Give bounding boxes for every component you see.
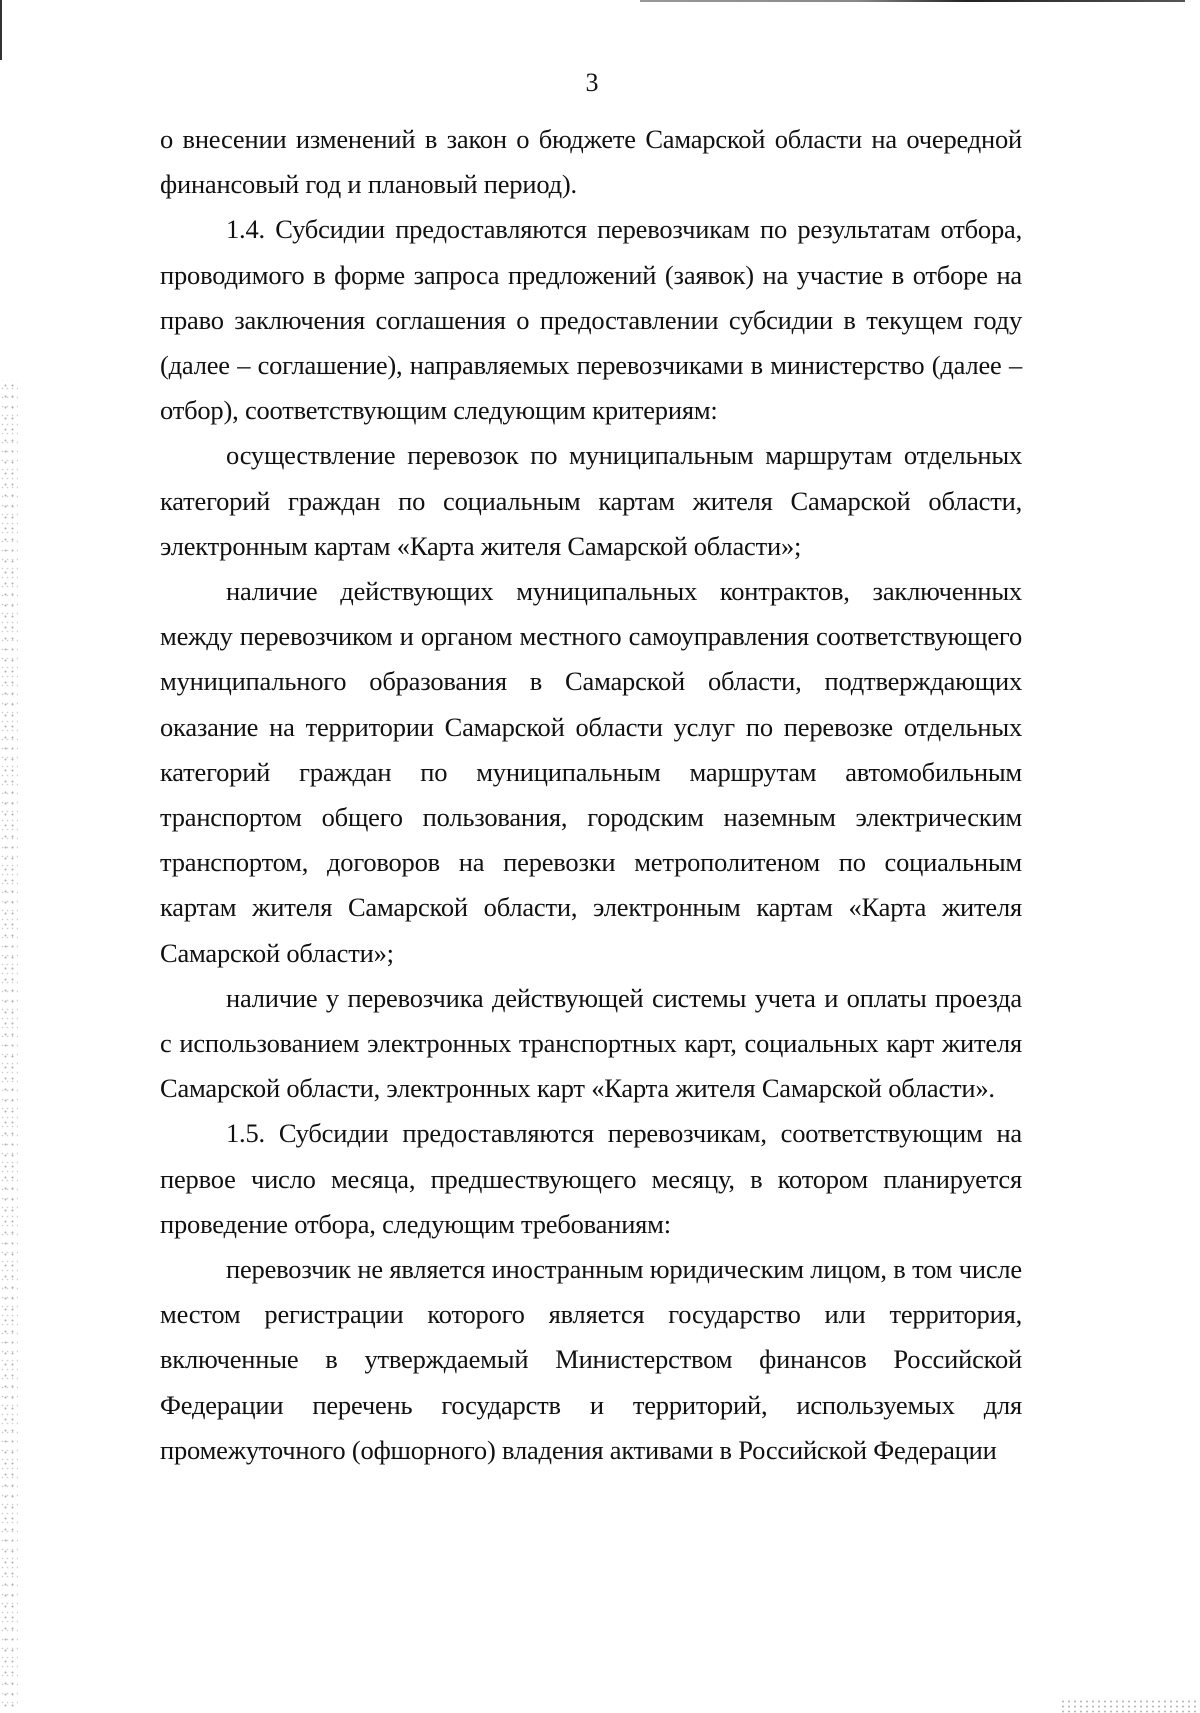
document-body <box>160 117 1022 1473</box>
scan-left-margin-noise <box>0 380 18 1710</box>
paragraph-clause-1-5: 1.5. Субсидии предоставляются перевозчикам, соответствующим на первое число месяца, предшествующего месяцу, в котором планируется проведение отбора, следующим требованиям: <box>160 1118 1022 1239</box>
scan-top-edge-line <box>640 0 1185 2</box>
scan-left-edge-mark <box>0 0 2 60</box>
page-number: 3 <box>585 68 599 97</box>
paragraph-criterion-3: наличие у перевозчика действующей системы учета и оплаты проезда с использованием электронных транспортных карт, социальных карт жителя Самарской области, электронных карт «Карта жителя Самарской области». <box>160 982 1022 1104</box>
paragraph-continuation: о внесении изменений в закон о бюджете Самарской области на очередной финансовый год и плановый период). <box>160 124 1022 200</box>
paragraph-criterion-2: наличие действующих муниципальных контрактов, заключенных между перевозчиком и органом местного самоуправления соответствующего муниципального образования в Самарской области, подтверждающих оказание на территории Самарской области услуг по перевозке отдельных категорий граждан по муниципальным маршрутам автомобильным транспортом общего пользования, городским наземным электрическим транспортом, договоров на перевозки метрополитеном по социальным картам жителя Самарской области, электронным картам «Карта жителя Самарской области»; <box>160 576 1022 968</box>
paragraph-clause-1-4: 1.4. Субсидии предоставляются перевозчикам по результатам отбора, проводимого в форме запроса предложений (заявок) на участие в отборе на право заключения соглашения о предоставлении субсидии в текущем году (далее – соглашение), направляемых перевозчиками в министерство (далее – отбор), соответствующим следующим критериям: <box>160 214 1022 426</box>
paragraph-criterion-1: осуществление перевозок по муниципальным маршрутам отдельных категорий граждан по социальным картам жителя Самарской области, электронным картам «Карта жителя Самарской области»; <box>160 440 1022 561</box>
scan-bottom-noise <box>1060 1699 1200 1713</box>
paragraph-requirement-1: перевозчик не является иностранным юридическим лицом, в том числе местом регистрации которого является государство или территория, включенные в утверждаемый Министерством финансов Российской Федерации перечень государств и территорий, используемых для промежуточного (офшорного) владения активами в Российской Федерации <box>160 1254 1022 1465</box>
